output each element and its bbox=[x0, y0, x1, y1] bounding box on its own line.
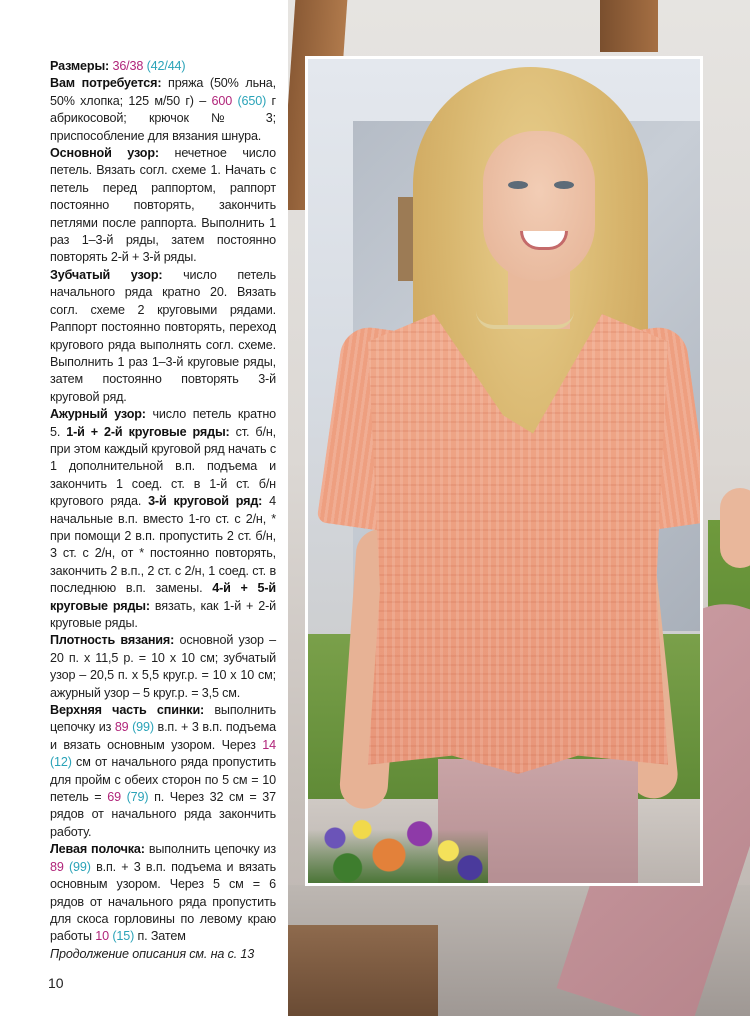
gauge-label: Плотность вязания: bbox=[50, 633, 175, 648]
zigzag-pattern-label: Зубчатый узор: bbox=[50, 267, 163, 282]
necklace bbox=[476, 311, 574, 329]
back-upper-label: Верхняя часть спинки: bbox=[50, 703, 205, 718]
front-count-main: 10 bbox=[95, 929, 109, 944]
left-eye bbox=[508, 181, 528, 189]
openwork-rows-12-label: 1-й + 2-й круговые ряды: bbox=[66, 424, 230, 439]
page-number: 10 bbox=[48, 975, 64, 991]
materials-text-1: пряжа (50% льна, 50% хлопка; 125 м/50 г) – bbox=[50, 76, 276, 108]
left-front-text-3: п. Затем bbox=[137, 929, 186, 944]
flower-bouquet bbox=[308, 804, 488, 886]
left-front-label: Левая полочка: bbox=[50, 842, 145, 857]
back-upper-text-1: выполнить цепочку из bbox=[50, 703, 276, 735]
basic-pattern-text: нечетное число петель. Вязать согл. схеме 1. Начать с петель перед раппортом, раппорт постоянно повторять, закончить петлями после раппорта. Выполнить 1 раз 1–3-й ряды, затем постоянно повторять 2-й + 3-й ряды. bbox=[50, 146, 276, 265]
front-chain-alt: (99) bbox=[69, 859, 91, 874]
materials-text-2: г абрикосовой; крючок № 3; приспособление для вязания шнура. bbox=[50, 93, 276, 143]
left-front-text-1: выполнить цепочку из bbox=[148, 842, 276, 857]
model-face bbox=[483, 131, 595, 281]
materials-paragraph bbox=[50, 75, 276, 145]
pattern-description bbox=[50, 58, 276, 963]
gauge-paragraph bbox=[50, 632, 276, 702]
back-upper-text-4: п. Через 32 см = 37 рядов от начального ряда закончить работу. bbox=[50, 790, 276, 839]
stitches-main: 69 bbox=[107, 790, 121, 805]
size-alt: (42/44) bbox=[146, 59, 186, 73]
amount-main: 600 bbox=[211, 93, 233, 108]
right-eye bbox=[554, 181, 574, 189]
materials-label: Вам потребуется: bbox=[50, 76, 162, 91]
zigzag-pattern-paragraph bbox=[50, 267, 276, 406]
wooden-beam-right bbox=[600, 0, 658, 52]
openwork-text-1: число петель кратно 5. bbox=[50, 407, 276, 439]
back-upper-text-3: см от начального ряда пропустить для пройм с обеих сторон по 5 см = 10 петель = bbox=[50, 755, 276, 805]
armhole-main: 14 bbox=[262, 737, 276, 752]
openwork-pattern-paragraph bbox=[50, 406, 276, 632]
text-column bbox=[0, 0, 288, 1016]
model-photo bbox=[305, 56, 703, 886]
panel-bracket bbox=[398, 197, 414, 281]
zigzag-pattern-text: число петель начального ряда кратно 20. Вязать согл. схеме 2 круговыми рядами. Раппорт постоянно повторять, переход кругового ряда выполнять согл. схеме. Выполнить 1 раз 1–3-й круговые ряды, затем постоянно повторять 3-й круговой ряд. bbox=[50, 267, 276, 404]
sizes-paragraph bbox=[50, 58, 276, 75]
left-front-text-2: в.п. + 3 в.п. подъема и вязать основным узором. Через 5 см = 6 рядов от начального ряда пропустить для скоса горловины по левому краю работы bbox=[50, 859, 276, 944]
armhole-alt: (12) bbox=[50, 755, 72, 770]
basic-pattern-label: Основной узор: bbox=[50, 146, 159, 161]
gauge-text: основной узор – 20 п. х 11,5 р. = 10 х 10 см; зубчатый узор – 20,5 п. х 5,5 круг.р. = 10 х 10 см; ажурный узор – 5 круг.р. = 3,5 см. bbox=[50, 633, 277, 700]
openwork-text-2: ст. б/н, при этом каждый круговой ряд начать с 1 дополнительной в.п. подъема и закончить 1 соед. ст. в 1-й ст. б/н кругового ряда. bbox=[50, 424, 276, 509]
sizes-label: Размеры: bbox=[50, 59, 110, 73]
stitches-alt: (79) bbox=[126, 790, 149, 805]
openwork-pattern-label: Ажурный узор: bbox=[50, 407, 146, 422]
front-count-alt: (15) bbox=[112, 929, 135, 944]
back-upper-text-2: в.п. + 3 в.п. подъема и вязать основным узором. Через bbox=[50, 720, 276, 752]
front-chain-main: 89 bbox=[50, 859, 64, 874]
openwork-text-3: 4 начальные в.п. вместо 1-го ст. с 2/н, * при помощи 2 в.п. пропустить 2 ст. б/н, 3 ст. с 2/н, от * постоянно повторять, закончить 2 в.п., 2 ст. с 2/н, 1 соед. ст. в последнюю в.п. замены. bbox=[50, 494, 276, 596]
continuation-note bbox=[50, 946, 276, 963]
basic-pattern-paragraph bbox=[50, 145, 276, 267]
wooden-block bbox=[288, 925, 438, 1016]
size-main: 36/38 bbox=[112, 59, 144, 73]
openwork-row-3-label: 3-й круговой ряд: bbox=[148, 494, 263, 509]
second-model-hand bbox=[720, 488, 750, 568]
back-upper-paragraph bbox=[50, 702, 276, 841]
left-front-paragraph bbox=[50, 841, 276, 945]
back-chain-alt: (99) bbox=[132, 720, 154, 735]
back-chain-main: 89 bbox=[114, 720, 129, 735]
continuation-text: Продолжение описания см. на с. 13 bbox=[50, 946, 255, 961]
openwork-rows-45-label: 4-й + 5-й круговые ряды: bbox=[50, 581, 276, 613]
openwork-text-4: вязать, как 1-й + 2-й круговые ряды. bbox=[50, 598, 276, 630]
amount-alt: (650) bbox=[237, 93, 267, 108]
